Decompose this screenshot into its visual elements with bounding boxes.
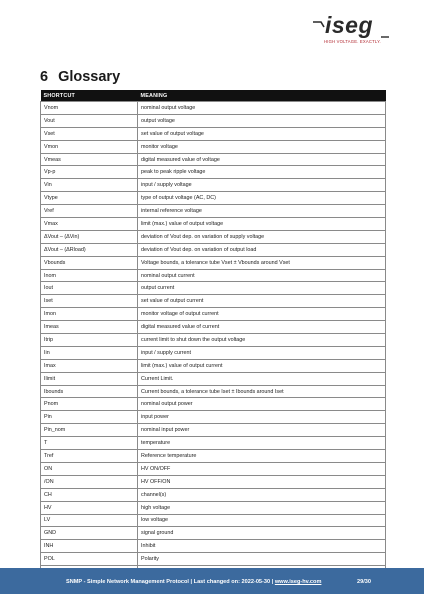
table-row: [41, 514, 386, 527]
shortcut-cell: Imeas: [41, 321, 138, 334]
glossary-table-body: [41, 102, 386, 579]
meaning-cell: nominal output power: [138, 398, 386, 411]
section-number: 6: [40, 69, 49, 85]
table-row: [41, 127, 386, 140]
shortcut-cell: Vref: [41, 205, 138, 218]
shortcut-cell: Vmax: [41, 218, 138, 231]
shortcut-cell: Vout: [41, 114, 138, 127]
logo-tagline: HIGH VOLTAGE. EXACTLY.: [324, 39, 381, 44]
meaning-cell: Inhibit: [138, 540, 386, 553]
table-row: [41, 462, 386, 475]
meaning-cell: input power: [138, 411, 386, 424]
meaning-cell: nominal output current: [138, 269, 386, 282]
shortcut-cell: Vtype: [41, 192, 138, 205]
meaning-cell: nominal output voltage: [138, 102, 386, 115]
meaning-cell: monitor voltage: [138, 140, 386, 153]
iseg-logo: [311, 12, 393, 48]
meaning-cell: high voltage: [138, 501, 386, 514]
meaning-cell: monitor voltage of output current: [138, 308, 386, 321]
shortcut-cell: Vnom: [41, 102, 138, 115]
shortcut-cell: Inom: [41, 269, 138, 282]
shortcut-cell: Vmon: [41, 140, 138, 153]
table-row: [41, 192, 386, 205]
meaning-cell: internal reference voltage: [138, 205, 386, 218]
table-row: [41, 398, 386, 411]
column-header-meaning: MEANING: [138, 90, 386, 102]
table-row: [41, 295, 386, 308]
footer-document-info: SNMP - Simple Network Management Protocol | Last changed on: 2022-05-30 |: [66, 579, 275, 585]
table-row: [41, 218, 386, 231]
table-row: [41, 501, 386, 514]
shortcut-cell: Vbounds: [41, 256, 138, 269]
table-row: [41, 256, 386, 269]
shortcut-cell: ΔVout – (ΔVin): [41, 230, 138, 243]
shortcut-cell: Iset: [41, 295, 138, 308]
table-row: [41, 437, 386, 450]
footer-text: [66, 579, 321, 585]
table-row: [41, 346, 386, 359]
table-row: [41, 475, 386, 488]
table-row: [41, 527, 386, 540]
meaning-cell: limit (max.) value of output voltage: [138, 218, 386, 231]
table-row: [41, 321, 386, 334]
meaning-cell: temperature: [138, 437, 386, 450]
meaning-cell: set value of output voltage: [138, 127, 386, 140]
table-row: [41, 269, 386, 282]
table-row: [41, 424, 386, 437]
shortcut-cell: Imax: [41, 359, 138, 372]
glossary-table: [40, 90, 386, 579]
shortcut-cell: Iout: [41, 282, 138, 295]
table-row: [41, 488, 386, 501]
logo-wordmark: iseg: [325, 12, 374, 38]
meaning-cell: Current bounds, a tolerance tube Iset ± Ibounds around Iset: [138, 385, 386, 398]
shortcut-cell: Vp-p: [41, 166, 138, 179]
meaning-cell: Reference temperature: [138, 450, 386, 463]
column-header-shortcut: SHORTCUT: [41, 90, 138, 102]
shortcut-cell: Ilimit: [41, 372, 138, 385]
page-number: 29/30: [357, 579, 371, 585]
shortcut-cell: GND: [41, 527, 138, 540]
table-row: [41, 334, 386, 347]
shortcut-cell: Iin: [41, 346, 138, 359]
table-row: [41, 540, 386, 553]
shortcut-cell: Vin: [41, 179, 138, 192]
table-row: [41, 205, 386, 218]
shortcut-cell: Vset: [41, 127, 138, 140]
meaning-cell: peak to peak ripple voltage: [138, 166, 386, 179]
shortcut-cell: T: [41, 437, 138, 450]
meaning-cell: HV OFF/ON: [138, 475, 386, 488]
table-row: [41, 153, 386, 166]
meaning-cell: HV ON/OFF: [138, 462, 386, 475]
meaning-cell: deviation of Vout dep. on variation of supply voltage: [138, 230, 386, 243]
shortcut-cell: Imon: [41, 308, 138, 321]
shortcut-cell: Vmeas: [41, 153, 138, 166]
section-title-text: Glossary: [58, 69, 121, 85]
table-row: [41, 450, 386, 463]
meaning-cell: signal ground: [138, 527, 386, 540]
table-header-row: [41, 90, 386, 102]
meaning-cell: digital measured value of current: [138, 321, 386, 334]
table-row: [41, 140, 386, 153]
meaning-cell: digital measured value of voltage: [138, 153, 386, 166]
meaning-cell: output voltage: [138, 114, 386, 127]
shortcut-cell: INH: [41, 540, 138, 553]
shortcut-cell: ΔVout – (ΔRload): [41, 243, 138, 256]
meaning-cell: deviation of Vout dep. on variation of output load: [138, 243, 386, 256]
table-row: [41, 179, 386, 192]
meaning-cell: type of output voltage (AC, DC): [138, 192, 386, 205]
shortcut-cell: ON: [41, 462, 138, 475]
shortcut-cell: Pin: [41, 411, 138, 424]
page-footer: [0, 568, 424, 594]
table-row: [41, 243, 386, 256]
table-row: [41, 553, 386, 566]
table-row: [41, 282, 386, 295]
meaning-cell: input / supply current: [138, 346, 386, 359]
meaning-cell: set value of output current: [138, 295, 386, 308]
meaning-cell: nominal input power: [138, 424, 386, 437]
table-row: [41, 411, 386, 424]
table-row: [41, 385, 386, 398]
meaning-cell: input / supply voltage: [138, 179, 386, 192]
table-row: [41, 308, 386, 321]
footer-website-link[interactable]: www.iseg-hv.com: [274, 579, 322, 585]
meaning-cell: channel(s): [138, 488, 386, 501]
shortcut-cell: POL: [41, 553, 138, 566]
meaning-cell: Current Limit.: [138, 372, 386, 385]
page-title: [40, 69, 120, 85]
shortcut-cell: HV: [41, 501, 138, 514]
meaning-cell: output current: [138, 282, 386, 295]
shortcut-cell: /ON: [41, 475, 138, 488]
meaning-cell: Voltage bounds, a tolerance tube Vset ± Vbounds around Vset: [138, 256, 386, 269]
meaning-cell: limit (max.) value of output current: [138, 359, 386, 372]
shortcut-cell: Pnom: [41, 398, 138, 411]
shortcut-cell: Itrip: [41, 334, 138, 347]
table-row: [41, 166, 386, 179]
table-row: [41, 114, 386, 127]
shortcut-cell: Ibounds: [41, 385, 138, 398]
shortcut-cell: Tref: [41, 450, 138, 463]
meaning-cell: current limit to shut down the output voltage: [138, 334, 386, 347]
shortcut-cell: LV: [41, 514, 138, 527]
table-row: [41, 230, 386, 243]
table-row: [41, 102, 386, 115]
shortcut-cell: CH: [41, 488, 138, 501]
table-row: [41, 372, 386, 385]
meaning-cell: Polarity: [138, 553, 386, 566]
table-row: [41, 359, 386, 372]
shortcut-cell: Pin_nom: [41, 424, 138, 437]
meaning-cell: low voltage: [138, 514, 386, 527]
